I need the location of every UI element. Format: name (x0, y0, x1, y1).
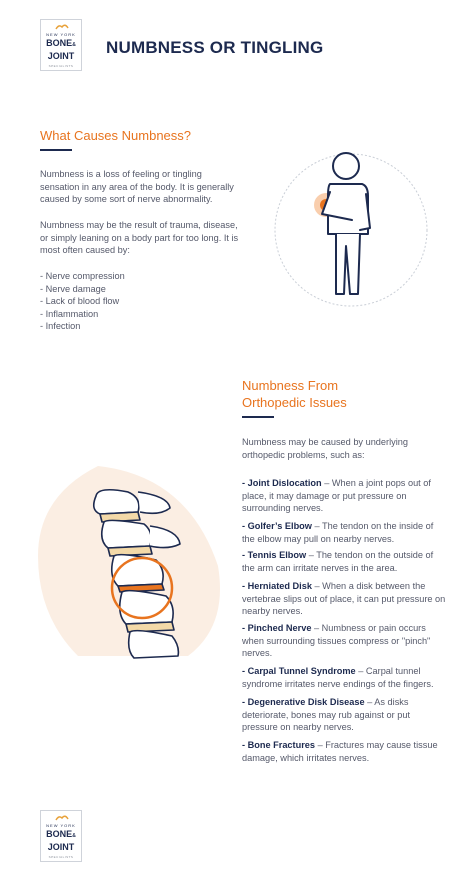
flame-icon (55, 814, 69, 821)
logo-bottom (40, 810, 82, 862)
spine-illustration (38, 456, 228, 666)
causes-para2: Numbness may be the result of trauma, disease, or simply leaning on a body part for too long. It is most often caused by: (40, 220, 239, 256)
flame-icon (55, 23, 69, 30)
logo-line2: BONE& (46, 829, 76, 839)
issue-item: - Tennis Elbow – The tendon on the outside of the arm can irritate nerves in the area. (242, 550, 434, 573)
ortho-rule (242, 416, 274, 418)
logo-line1: NEW YORK (46, 823, 76, 828)
list-item: - Nerve damage (40, 283, 106, 294)
logo-line4: SPECIALISTS (48, 64, 74, 68)
issue-item: - Pinched Nerve – Numbness or pain occurs when surrounding tissues compress or "pinch" nerves. (242, 623, 431, 659)
causes-para1: Numbness is a loss of feeling or tingling sensation in any area of the body. It is generally caused by some sort of nerve abnormality. (40, 169, 234, 205)
issue-item: - Herniated Disk – When a disk between the vertebrae slips out of place, it can put pressure on nearby nerves. (242, 581, 446, 617)
list-item: - Infection (40, 321, 81, 332)
logo-line3: JOINT (47, 51, 75, 61)
causes-rule (40, 149, 72, 151)
list-item: - Nerve compression (40, 271, 125, 281)
causes-heading: What Causes Numbness? (40, 128, 192, 143)
logo-line4: SPECIALISTS (48, 855, 74, 859)
list-item: - Lack of blood flow (40, 296, 120, 307)
logo-line3: JOINT (47, 842, 75, 852)
issue-item: - Degenerative Disk Disease – As disks deteriorate, bones may rub against or put pressure on nearby nerves. (242, 697, 411, 733)
logo-top (40, 19, 82, 71)
issue-item: - Bone Fractures – Fractures may cause tissue damage, which irritates nerves. (242, 740, 438, 763)
causes-list (40, 270, 240, 333)
ortho-heading: Numbness From Orthopedic Issues (242, 378, 347, 410)
issue-item: - Carpal Tunnel Syndrome – Carpal tunnel syndrome irritates nerve endings of the fingers. (242, 666, 434, 689)
logo-line1: NEW YORK (46, 32, 76, 37)
page-title: NUMBNESS OR TINGLING (106, 38, 324, 57)
logo-line2: BONE& (46, 38, 76, 48)
ortho-intro: Numbness may be caused by underlying orthopedic problems, such as: (242, 437, 408, 460)
issue-item: - Golfer’s Elbow – The tendon on the inside of the elbow may pull on nearby nerves. (242, 521, 434, 544)
issue-item: - Joint Dislocation – When a joint pops out of place, it may damage or put pressure on surrounding nerves. (242, 478, 431, 514)
person-illustration (266, 150, 436, 310)
list-item: - Inflammation (40, 308, 99, 319)
